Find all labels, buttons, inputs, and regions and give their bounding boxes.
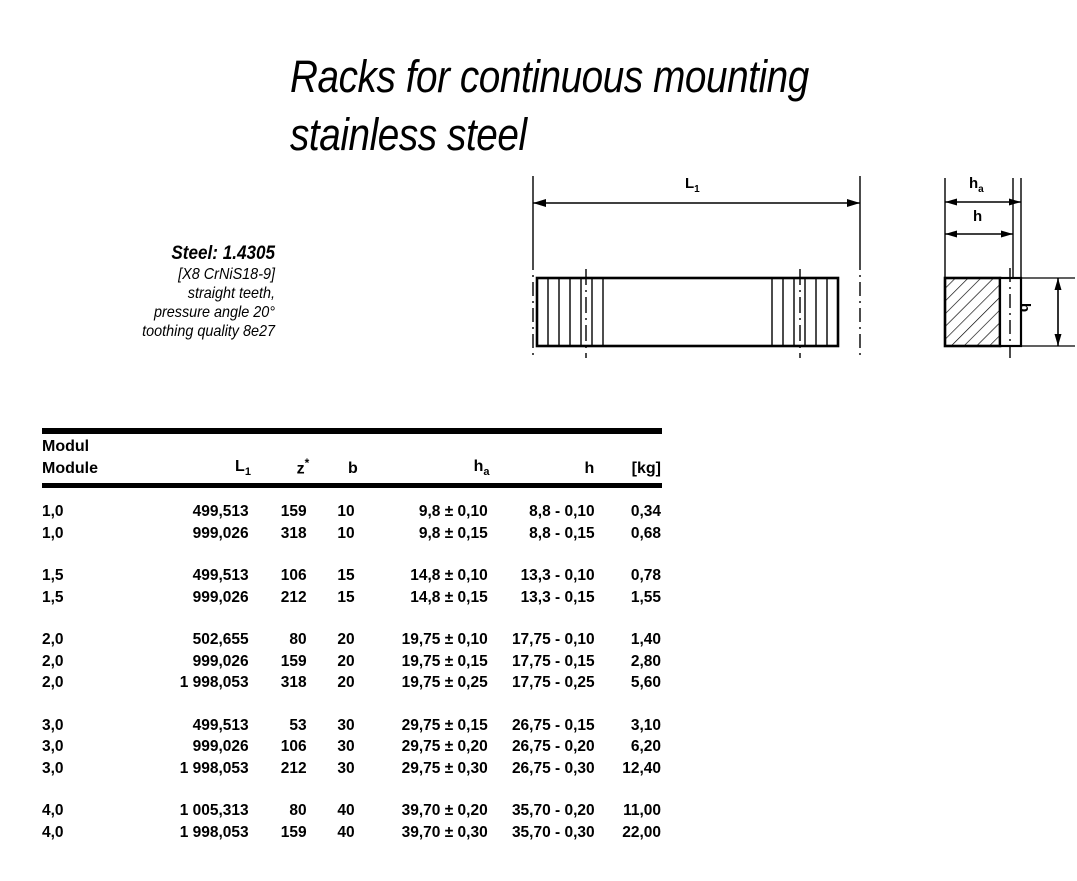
cell-ha: 29,75 ± 0,15 [401,716,488,734]
cell-ha: 19,75 ± 0,25 [401,674,488,692]
cell-kg: 6,20 [630,738,661,756]
ha-arrow-right [1009,199,1021,206]
h-arrow-right [1001,231,1013,238]
cell-ha: 9,8 ± 0,10 [418,503,488,521]
table-body [42,501,662,843]
cell-module: 3,0 [42,716,64,734]
table-row [42,800,662,822]
table-header-block [42,434,662,478]
cell-b: 30 [337,716,355,734]
header-kg: [kg] [631,460,661,478]
rack-specification-table [42,428,662,843]
cell-kg: 3,10 [630,716,661,734]
table-row [42,629,662,651]
cell-module: 4,0 [42,802,64,820]
rack-cross-section-drawing [925,168,1077,368]
ha-arrow-left [945,199,957,206]
table-row [42,758,662,780]
table-row [42,587,662,609]
cell-ha: 29,75 ± 0,30 [401,759,488,777]
section-view-svg [925,168,1077,363]
toothing-quality: toothing quality 8e27 [142,323,275,340]
header-b: b [348,460,358,478]
cell-ha: 19,75 ± 0,10 [401,631,488,649]
table-header-row-de [42,434,662,456]
cell-z: 159 [280,503,307,521]
cell-kg: 12,40 [622,759,661,777]
header-l1: $L_1$ [235,458,251,479]
cell-h: 8,8 - 0,10 [529,503,595,521]
cell-module: 2,0 [42,631,64,649]
cell-kg: 22,00 [622,823,661,841]
page-title [290,48,1050,164]
table-row [42,715,662,737]
left-tooth-lines [548,279,603,345]
cell-ha: 14,8 ± 0,15 [410,588,488,606]
page-title-line-2: stainless steel [290,109,527,160]
cell-kg: 0,68 [630,524,661,542]
cell-module: 2,0 [42,674,64,692]
header-z: z* [296,456,310,478]
cell-ha: 39,70 ± 0,20 [401,802,488,820]
cell-module: 1,0 [42,524,64,542]
cell-l1: 999,026 [192,738,249,756]
cell-h: 26,75 - 0,20 [511,738,595,756]
steel-grade-heading: Steel: 1.4305 [171,243,275,264]
cell-l1: 499,513 [192,503,249,521]
table-header-rule [42,483,662,488]
cell-module: 1,5 [42,567,64,585]
cell-l1: 1 998,053 [179,759,249,777]
table-group-spacer [42,694,662,715]
cell-l1: 999,026 [192,588,249,606]
cell-ha: 14,8 ± 0,10 [410,567,488,585]
b-arrow-bottom [1055,334,1062,346]
cell-module: 1,5 [42,588,64,606]
table-row [42,672,662,694]
cell-b: 30 [337,759,355,777]
cell-z: 212 [280,588,307,606]
cell-z: 159 [280,823,307,841]
cell-kg: 1,55 [630,588,661,606]
cell-b: 40 [337,802,355,820]
table-group-spacer [42,608,662,629]
cell-module: 3,0 [42,738,64,756]
cell-z: 106 [280,738,307,756]
cell-module: 1,0 [42,503,64,521]
cell-h: 17,75 - 0,10 [511,631,595,649]
cell-b: 15 [337,567,355,585]
cell-h: 35,70 - 0,20 [511,802,595,820]
cell-b: 15 [337,588,355,606]
rack-body-outline [537,278,838,346]
tooth-type: straight teeth, [187,285,275,302]
cell-ha: 39,70 ± 0,30 [401,823,488,841]
cell-z: 212 [280,759,307,777]
l1-arrow-left [533,199,546,207]
cell-h: 13,3 - 0,15 [520,588,595,606]
cell-z: 318 [280,674,307,692]
header-h: h [584,460,595,478]
table-group-spacer-cell [42,779,662,800]
cell-ha: 9,8 ± 0,15 [418,524,488,542]
table-group-spacer-cell [42,694,662,715]
cell-l1: 1 005,313 [179,802,249,820]
cell-z: 80 [289,802,307,820]
cell-kg: 1,40 [630,631,661,649]
cell-h: 17,75 - 0,25 [511,674,595,692]
l1-arrow-right [847,199,860,207]
cell-z: 80 [289,631,307,649]
cell-l1: 499,513 [192,716,249,734]
cell-h: 26,75 - 0,15 [511,716,595,734]
cell-h: 17,75 - 0,15 [511,652,595,670]
cell-kg: 5,60 [630,674,661,692]
cell-b: 20 [337,674,355,692]
cell-module: 3,0 [42,759,64,777]
cell-l1: 499,513 [192,567,249,585]
table-group-spacer-cell [42,544,662,565]
b-dimension-label: b [1016,303,1033,313]
h-dimension-label: h [973,208,983,225]
cell-z: 159 [280,652,307,670]
cell-l1: 502,655 [192,631,249,649]
header-ha: $h_a$ [473,458,490,479]
steel-specification [20,243,275,341]
pressure-angle: pressure angle 20° [153,304,275,321]
table-header-row-en [42,456,662,478]
table-row [42,736,662,758]
cell-z: 53 [289,716,307,734]
page-title-line-1: Racks for continuous mounting [290,51,809,102]
cell-h: 13,3 - 0,10 [520,567,595,585]
cell-module: 2,0 [42,652,64,670]
cell-kg: 0,34 [630,503,661,521]
cell-z: 106 [280,567,307,585]
cell-ha: 29,75 ± 0,20 [401,738,488,756]
table-row [42,651,662,673]
cell-h: 8,8 - 0,15 [529,524,595,542]
cell-kg: 2,80 [630,652,661,670]
cell-module: 4,0 [42,823,64,841]
b-arrow-top [1055,278,1062,290]
cell-h: 35,70 - 0,30 [511,823,595,841]
cell-l1: 1 998,053 [179,823,249,841]
header-module-en: Module [42,460,98,478]
cell-h: 26,75 - 0,30 [511,759,595,777]
cell-b: 10 [337,503,355,521]
side-view-svg [515,168,880,363]
ha-dimension-label: $h_a$ [969,175,984,195]
table-row [42,822,662,844]
rack-side-view-drawing [515,168,880,368]
cell-b: 10 [337,524,355,542]
cell-kg: 0,78 [630,567,661,585]
table-row [42,501,662,523]
l1-dimension-label: $L_1$ [685,175,700,195]
cell-ha: 19,75 ± 0,15 [401,652,488,670]
table-group-spacer [42,779,662,800]
table-row [42,565,662,587]
cell-b: 20 [337,652,355,670]
h-arrow-left [945,231,957,238]
cell-b: 40 [337,823,355,841]
cell-kg: 11,00 [623,802,661,820]
header-module-de: Modul [42,438,90,455]
cell-z: 318 [280,524,307,542]
steel-designation: [X8 CrNiS18-9] [178,266,275,283]
table-group-spacer-cell [42,608,662,629]
cell-l1: 999,026 [192,652,249,670]
section-hatched-body [945,278,1000,346]
cell-b: 30 [337,738,355,756]
cell-l1: 999,026 [192,524,249,542]
table-group-spacer [42,544,662,565]
cell-b: 20 [337,631,355,649]
table-row [42,523,662,545]
cell-l1: 1 998,053 [179,674,249,692]
